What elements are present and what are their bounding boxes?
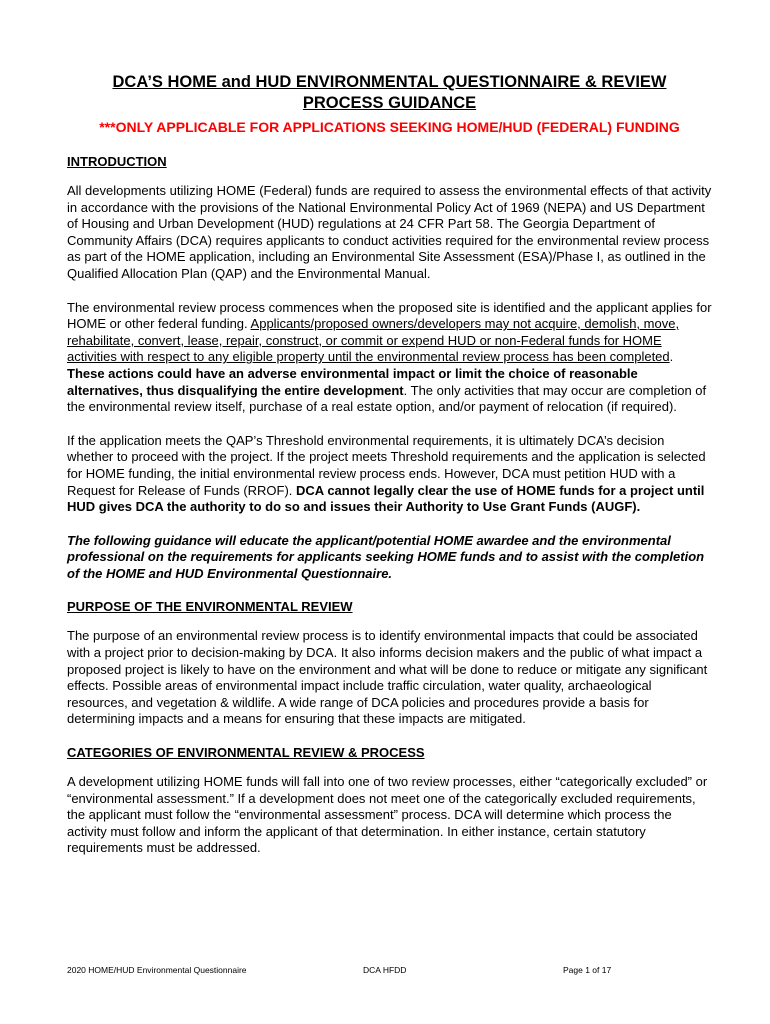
purpose-paragraph: The purpose of an environmental review process is to identify environmental impacts that could be associated with a project prior to decision-making by DCA. It also informs decision makers and the public of what impact a proposed project is likely to have on the environment and what will be done to reduce or mitigate any significant effects. Possible areas of environmental impact include traffic circulation, water quality, archaeological resources, and vegetation & wildlife. A wide range of DCA policies and procedures provide a basis for determining impacts and a means for ensuring that these impacts are mitigated. (67, 628, 708, 727)
intro-paragraph-1: All developments utilizing HOME (Federal) funds are required to assess the environmental effects of that activity in accordance with the provisions of the National Environmental Policy Act of 1969 (NEPA) and US Department of Housing and Urban Development (HUD) regulations at 24 CFR Part 58. The Georgia Department of Community Affairs (DCA) requires applicants to conduct activities required for the environmental review process as part of the HOME application, including an Environmental Site Assessment (ESA)/Phase I, as outlined in the Qualified Allocation Plan (QAP) and the Environmental Manual. (67, 183, 712, 281)
footer-division: DCA HFDD (363, 965, 407, 975)
intro-paragraph-4: The following guidance will educate the applicant/potential HOME awardee and the environmental professional on the requirements for applicants seeking HOME funds and to assist with the completion of the HOME and HUD Environmental Questionnaire. (67, 532, 705, 581)
title-line-1: DCA’S HOME and HUD ENVIRONMENTAL QUESTIONNAIRE & REVIEW (112, 73, 667, 91)
applicability-notice: ***ONLY APPLICABLE FOR APPLICATIONS SEEKING HOME/HUD (FEDERAL) FUNDING (99, 119, 680, 135)
title-line-2: PROCESS GUIDANCE (302, 94, 477, 112)
intro-p2-text-c: . The only activities that may occur are completion of the environmental review itself, purchase of a real estate option, and/or payment of relocation (if required). (67, 382, 707, 415)
introduction-heading: INTRODUCTION (67, 154, 167, 169)
intro-p3-bold-text: DCA cannot legally clear the use of HOME funds for a project until HUD gives DCA the authority to do so and issues their Authority to Use Grant Funds (AUGF). (67, 482, 705, 515)
intro-paragraph-2 (67, 300, 712, 416)
footer-page-number: Page 1 of 17 (563, 965, 612, 975)
purpose-heading: PURPOSE OF THE ENVIRONMENTAL REVIEW (67, 599, 353, 615)
intro-p2-text-b: . (669, 349, 674, 365)
intro-paragraph-3 (67, 433, 712, 516)
document-title (67, 72, 712, 114)
intro-p2-restriction: Applicants/proposed owners/developers may not acquire, demolish, move, rehabilitate, convert, lease, repair, construct, or commit or expend HUD or non-Federal funds for HOME activities with respect to any eligible property until the environmental review process has been completed (67, 316, 680, 365)
footer-document-name: 2020 HOME/HUD Environmental Questionnaire (67, 965, 247, 975)
intro-p2-text-a: The environmental review process commences when the proposed site is identified and the applicant applies for HOME or other federal funding. (67, 299, 712, 332)
intro-p2-warning: These actions could have an adverse environmental impact or limit the choice of reasonable alternatives, thus disqualifying the entire development (67, 365, 638, 398)
categories-heading: CATEGORIES OF ENVIRONMENTAL REVIEW & PROCESS (67, 745, 425, 761)
categories-paragraph: A development utilizing HOME funds will fall into one of two review processes, either “categorically excluded” or “environmental assessment.” If a development does not meet one of the categorically excluded requirements, the applicant must follow the “environmental assessment” process. DCA will determine which process the activity must follow and inform the applicant of that determination. In either instance, certain statutory requirements must be addressed. (67, 774, 708, 856)
document-page (67, 72, 712, 857)
intro-p3-text: If the application meets the QAP’s Threshold environmental requirements, it is ultimately DCA’s decision whether to proceed with the project. If the project meets Threshold requirements and the application is selected for HOME funding, the initial environmental review process ends. However, DCA must petition HUD with a Request for Release of Funds (RROF). (67, 432, 706, 498)
